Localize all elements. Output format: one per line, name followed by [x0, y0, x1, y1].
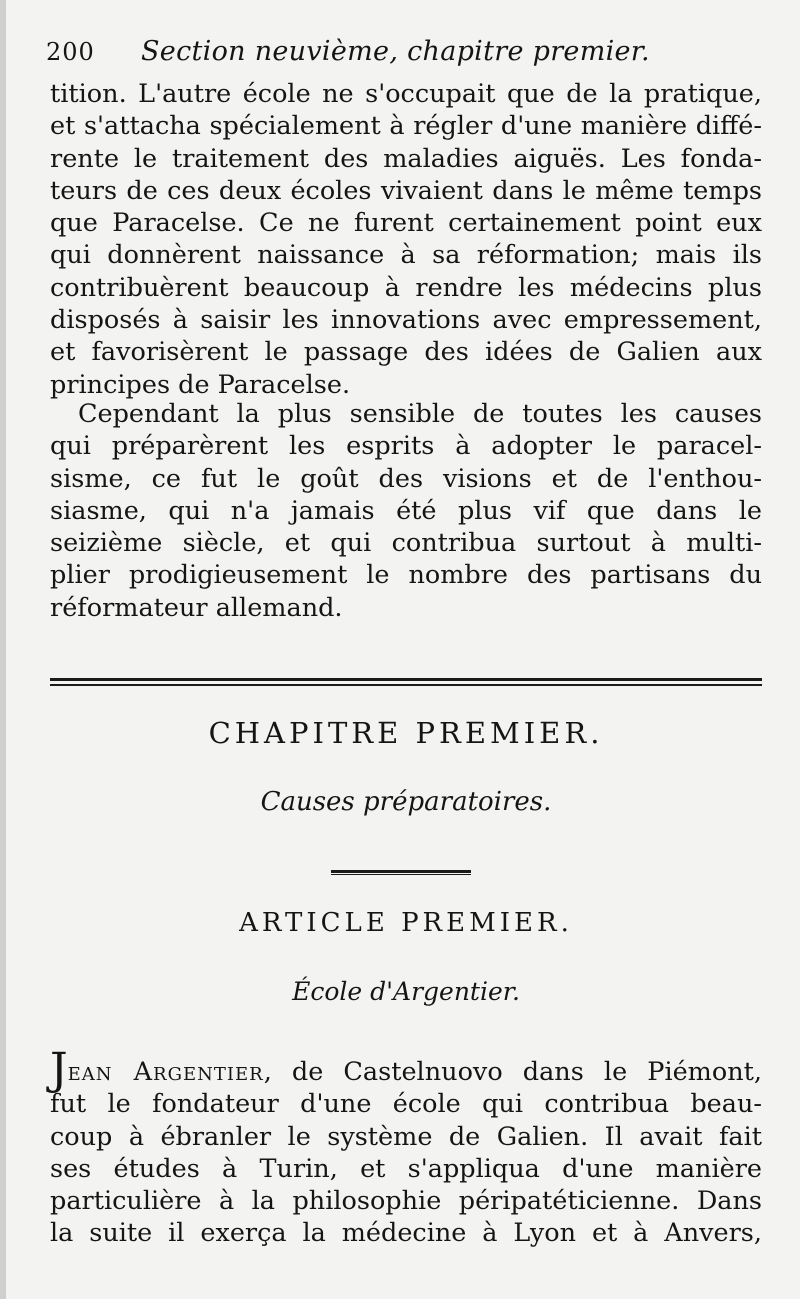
text-line: siasme, qui n'a jamais été plus vif que dans le: [50, 495, 762, 526]
chapter-title: CHAPITRE PREMIER.: [208, 716, 604, 750]
text-line: réformateur allemand.: [50, 592, 343, 623]
text-line: coup à ébranler le système de Galien. Il avait fait: [50, 1121, 762, 1152]
text-line: que Paracelse. Ce ne furent certainement point eux: [50, 208, 762, 239]
text-line: et s'attacha spécialement à régler d'une manière diffé-: [50, 111, 762, 142]
text-line: principes de Paracelse.: [50, 369, 351, 400]
text-line: [50, 1044, 762, 1095]
text-line: seizième siècle, et qui contribua surtout à multi-: [50, 528, 762, 559]
text-line: particulière à la philosophie péripatéticienne. Dans: [50, 1186, 762, 1217]
chapter-subtitle: Causes préparatoires.: [260, 787, 552, 817]
text-line: tition. L'autre école ne s'occupait que de la pratique,: [50, 79, 762, 109]
text-line: la suite il exerça la médecine à Lyon et à Anvers,: [50, 1218, 762, 1249]
paragraph-causes: [50, 398, 762, 624]
text-line: qui préparèrent les esprits à adopter le paracel-: [50, 431, 762, 462]
text-line: Cependant la plus sensible de toutes les causes: [78, 399, 762, 429]
text-line: teurs de ces deux écoles vivaient dans le même temps: [50, 175, 762, 206]
text-line: plier prodigieusement le nombre des partisans du: [50, 560, 762, 591]
paragraph-continuation: [50, 78, 762, 401]
article-title: ARTICLE PREMIER.: [239, 908, 573, 938]
text-line: et favorisèrent le passage des idées de Galien aux: [50, 337, 762, 368]
text-line: contribuèrent beaucoup à rendre les médecins plus: [50, 272, 762, 303]
text-line: ses études à Turin, et s'appliqua d'une manière: [50, 1153, 762, 1184]
text-fragment: , de Castelnuovo dans le Piémont,: [263, 1057, 762, 1087]
section-divider: [331, 870, 471, 875]
drop-cap: J: [50, 1044, 68, 1095]
text-line: fut le fondateur d'une école qui contribua beau-: [50, 1089, 762, 1120]
page-number: 200: [46, 38, 95, 66]
person-name: ean Argentier: [67, 1057, 264, 1087]
text-line: qui donnèrent naissance à sa réformation; mais ils: [50, 240, 762, 271]
paragraph-argentier: [50, 1044, 762, 1250]
page-header: [46, 36, 766, 76]
chapter-divider: [50, 678, 762, 686]
running-head: Section neuvième, chapitre premier.: [141, 36, 650, 67]
article-subtitle: École d'Argentier.: [292, 977, 520, 1006]
text-line: sisme, ce fut le goût des visions et de l'enthou-: [50, 463, 762, 494]
text-line: disposés à saisir les innovations avec empressement,: [50, 305, 762, 336]
text-line: rente le traitement des maladies aiguës. Les fonda-: [50, 143, 762, 174]
